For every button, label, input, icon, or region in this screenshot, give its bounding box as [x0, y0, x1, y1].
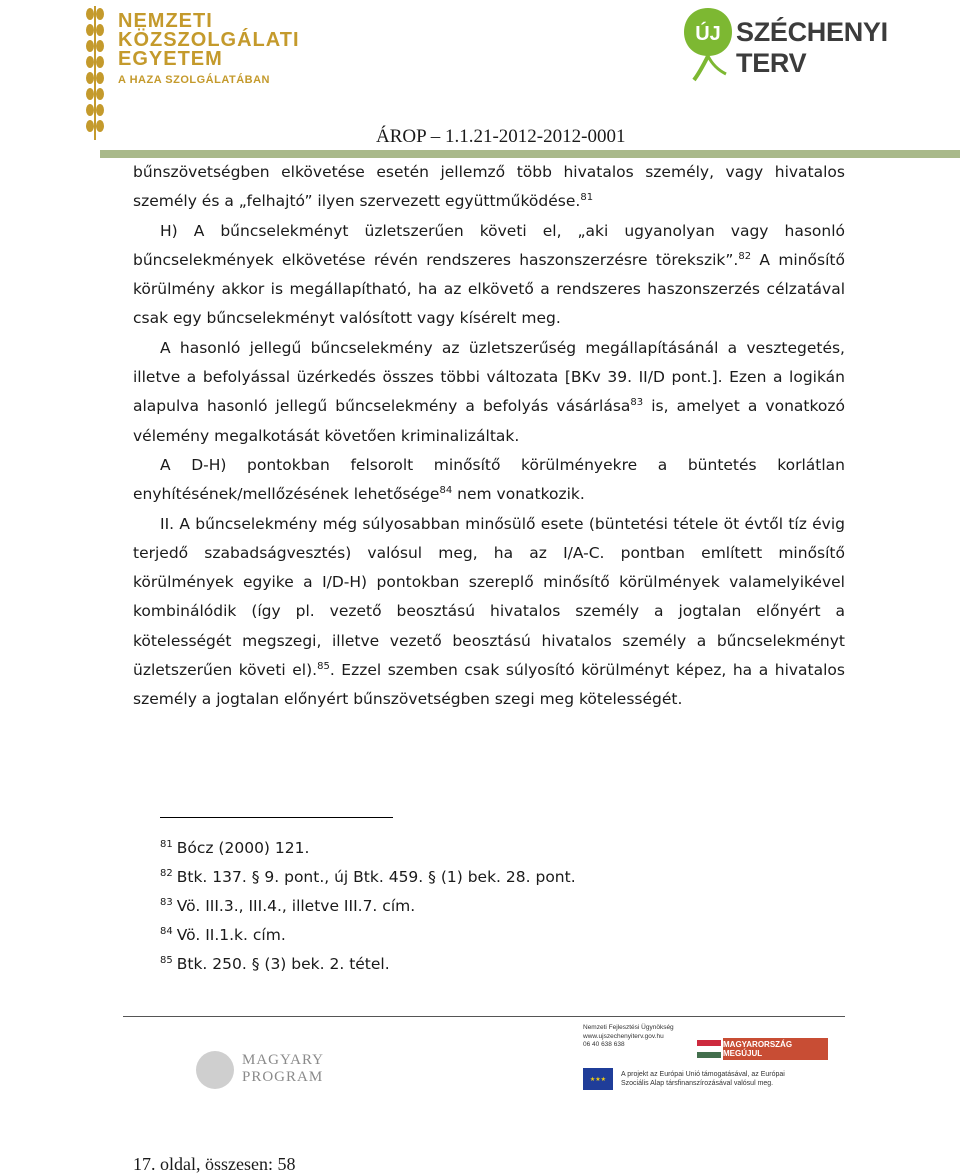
footnote-ref-83[interactable]: 83	[630, 397, 644, 409]
szechenyi-terv-title: SZÉCHENYI TERV	[736, 17, 888, 78]
footnote-ref-81[interactable]: 81	[580, 192, 594, 204]
page-header	[0, 0, 960, 160]
nke-logo-text	[118, 12, 300, 88]
paragraph-3-text-a: A hasonló jellegű bűncselekmény az üzletszerűség megállapításánál a vesztegetés, illetve a befolyással üzérkedés összes többi változata [BKv 39. II/D pont.]. Ezen a logikán alapulva hasonló jellegű bűncselekmény a befolyás vásárlása	[133, 338, 845, 416]
paragraph-3	[133, 334, 845, 451]
footnote-text: Btk. 250. § (3) bek. 2. tétel.	[176, 955, 390, 973]
footnote-item	[160, 950, 576, 979]
header-divider	[100, 150, 960, 158]
footnote-number: 85	[160, 954, 173, 966]
nfu-line-3: 06 40 638 638	[583, 1041, 625, 1048]
footnote-text: Bócz (2000) 121.	[176, 839, 310, 857]
nke-line-1: NEMZETI	[118, 10, 213, 32]
magyarorszag-megujul-badge: MAGYARORSZÁG MEGÚJUL	[723, 1038, 828, 1060]
paragraph-5	[133, 510, 845, 715]
paragraph-1-text: bűnszövetségben elkövetése esetén jellemző több hivatalos személy, vagy hivatalos személy és a „felhajtó” ilyen szervezett együttműködése.	[133, 163, 845, 211]
paragraph-2	[133, 217, 845, 334]
footer-divider	[123, 1016, 845, 1017]
magyary-line-2: PROGRAM	[242, 1069, 324, 1085]
eu-funding-block	[583, 1024, 845, 1104]
magyary-portrait-icon	[196, 1051, 234, 1089]
szechenyi-terv-logo-icon	[678, 4, 738, 82]
paragraph-5-text-b: . Ezzel szemben csak súlyosító körülményt képez, ha a hivatalos személy a jogtalan előnyért bűnszövetségben szegi meg kötelességét.	[133, 661, 845, 709]
project-code: ÁROP – 1.1.21-2012-2012-0001	[376, 126, 626, 147]
footnote-number: 84	[160, 925, 173, 937]
footnote-text: Vö. II.1.k. cím.	[176, 926, 286, 944]
magyary-program-logo	[196, 1050, 336, 1090]
paragraph-4	[133, 451, 845, 510]
footnote-text: Vö. III.3., III.4., illetve III.7. cím.	[176, 897, 416, 915]
footnotes	[160, 834, 576, 979]
magyary-line-1: MAGYARY	[242, 1052, 325, 1068]
szt-badge: ÚJ	[695, 23, 721, 45]
nke-tagline: A HAZA SZOLGÁLATÁBAN	[118, 74, 270, 86]
nke-line-2: KÖZSZOLGÁLATI	[118, 29, 300, 51]
nfu-info	[583, 1024, 674, 1050]
laurel-emblem-icon	[84, 6, 106, 140]
paragraph-4-text-a: A D-H) pontokban felsorolt minősítő körülményekre a büntetés korlátlan enyhítésének/mellőzésének lehetősége	[133, 455, 845, 504]
footnote-separator	[160, 817, 393, 818]
nfu-line-2: www.ujszechenyiterv.gov.hu	[583, 1032, 664, 1040]
paragraph-2-text-a: H) A bűncselekményt üzletszerűen követi el, „aki ugyanolyan vagy hasonló bűncselekmények elkövetése révén rendszeres haszonszerzésre törekszik”.	[133, 221, 845, 269]
magyary-text	[242, 1052, 324, 1086]
footnote-ref-82[interactable]: 82	[738, 250, 752, 262]
footnote-ref-85[interactable]: 85	[317, 660, 330, 672]
hungarian-flag-icon	[697, 1040, 721, 1058]
eu-line-2: Szociális Alap társfinanszírozásával valósul meg.	[621, 1080, 774, 1087]
paragraph-3-text-b: is, amelyet a vonatkozó vélemény megalkotását követően kriminalizáltak.	[133, 397, 846, 445]
footnote-item	[160, 863, 576, 892]
footnote-ref-84[interactable]: 84	[439, 485, 453, 497]
paragraph-1	[133, 158, 845, 217]
document-body	[133, 158, 845, 715]
nke-line-3: EGYETEM	[118, 48, 223, 70]
paragraph-2-text-b: A minősítő körülmény akkor is megállapítható, ha az elkövető a rendszeres haszonszerzés célzatával csak egy bűncselekményt valósított vagy kísérelt meg.	[133, 250, 845, 328]
footnote-item	[160, 834, 576, 863]
paragraph-5-text-a: II. A bűncselekmény még súlyosabban minősülő esete (büntetési tétele öt évtől tíz évig terjedő szabadságvesztés) valósul meg, ha az I/A-C. pontban említett minősítő körülmények egyike a I/D-H) pontokban szereplő minősítő körülmények valamelyikével kombinálódik (így pl. vezető beosztású hivatalos személy a jogtalan előnyért a kötelességét megszegi, illetve vezető beosztású hivatalos személy a bűncselekményt üzletszerűen követi el).	[133, 514, 845, 680]
footnote-item	[160, 921, 576, 950]
footnote-number: 81	[160, 838, 173, 850]
eu-line-1: A projekt az Európai Unió támogatásával, az Európai	[621, 1071, 785, 1078]
paragraph-4-text-b: nem vonatkozik.	[452, 485, 585, 504]
eu-support-text	[621, 1070, 785, 1088]
footnote-text: Btk. 137. § 9. pont., új Btk. 459. § (1) bek. 28. pont.	[176, 868, 576, 886]
nfu-line-1: Nemzeti Fejlesztési Ügynökség	[583, 1024, 674, 1031]
footnote-item	[160, 892, 576, 921]
eu-flag-icon: ★★★	[583, 1068, 613, 1090]
footnote-number: 82	[160, 867, 173, 879]
footnote-number: 83	[160, 896, 173, 908]
page-number: 17. oldal, összesen: 58	[133, 1154, 296, 1174]
